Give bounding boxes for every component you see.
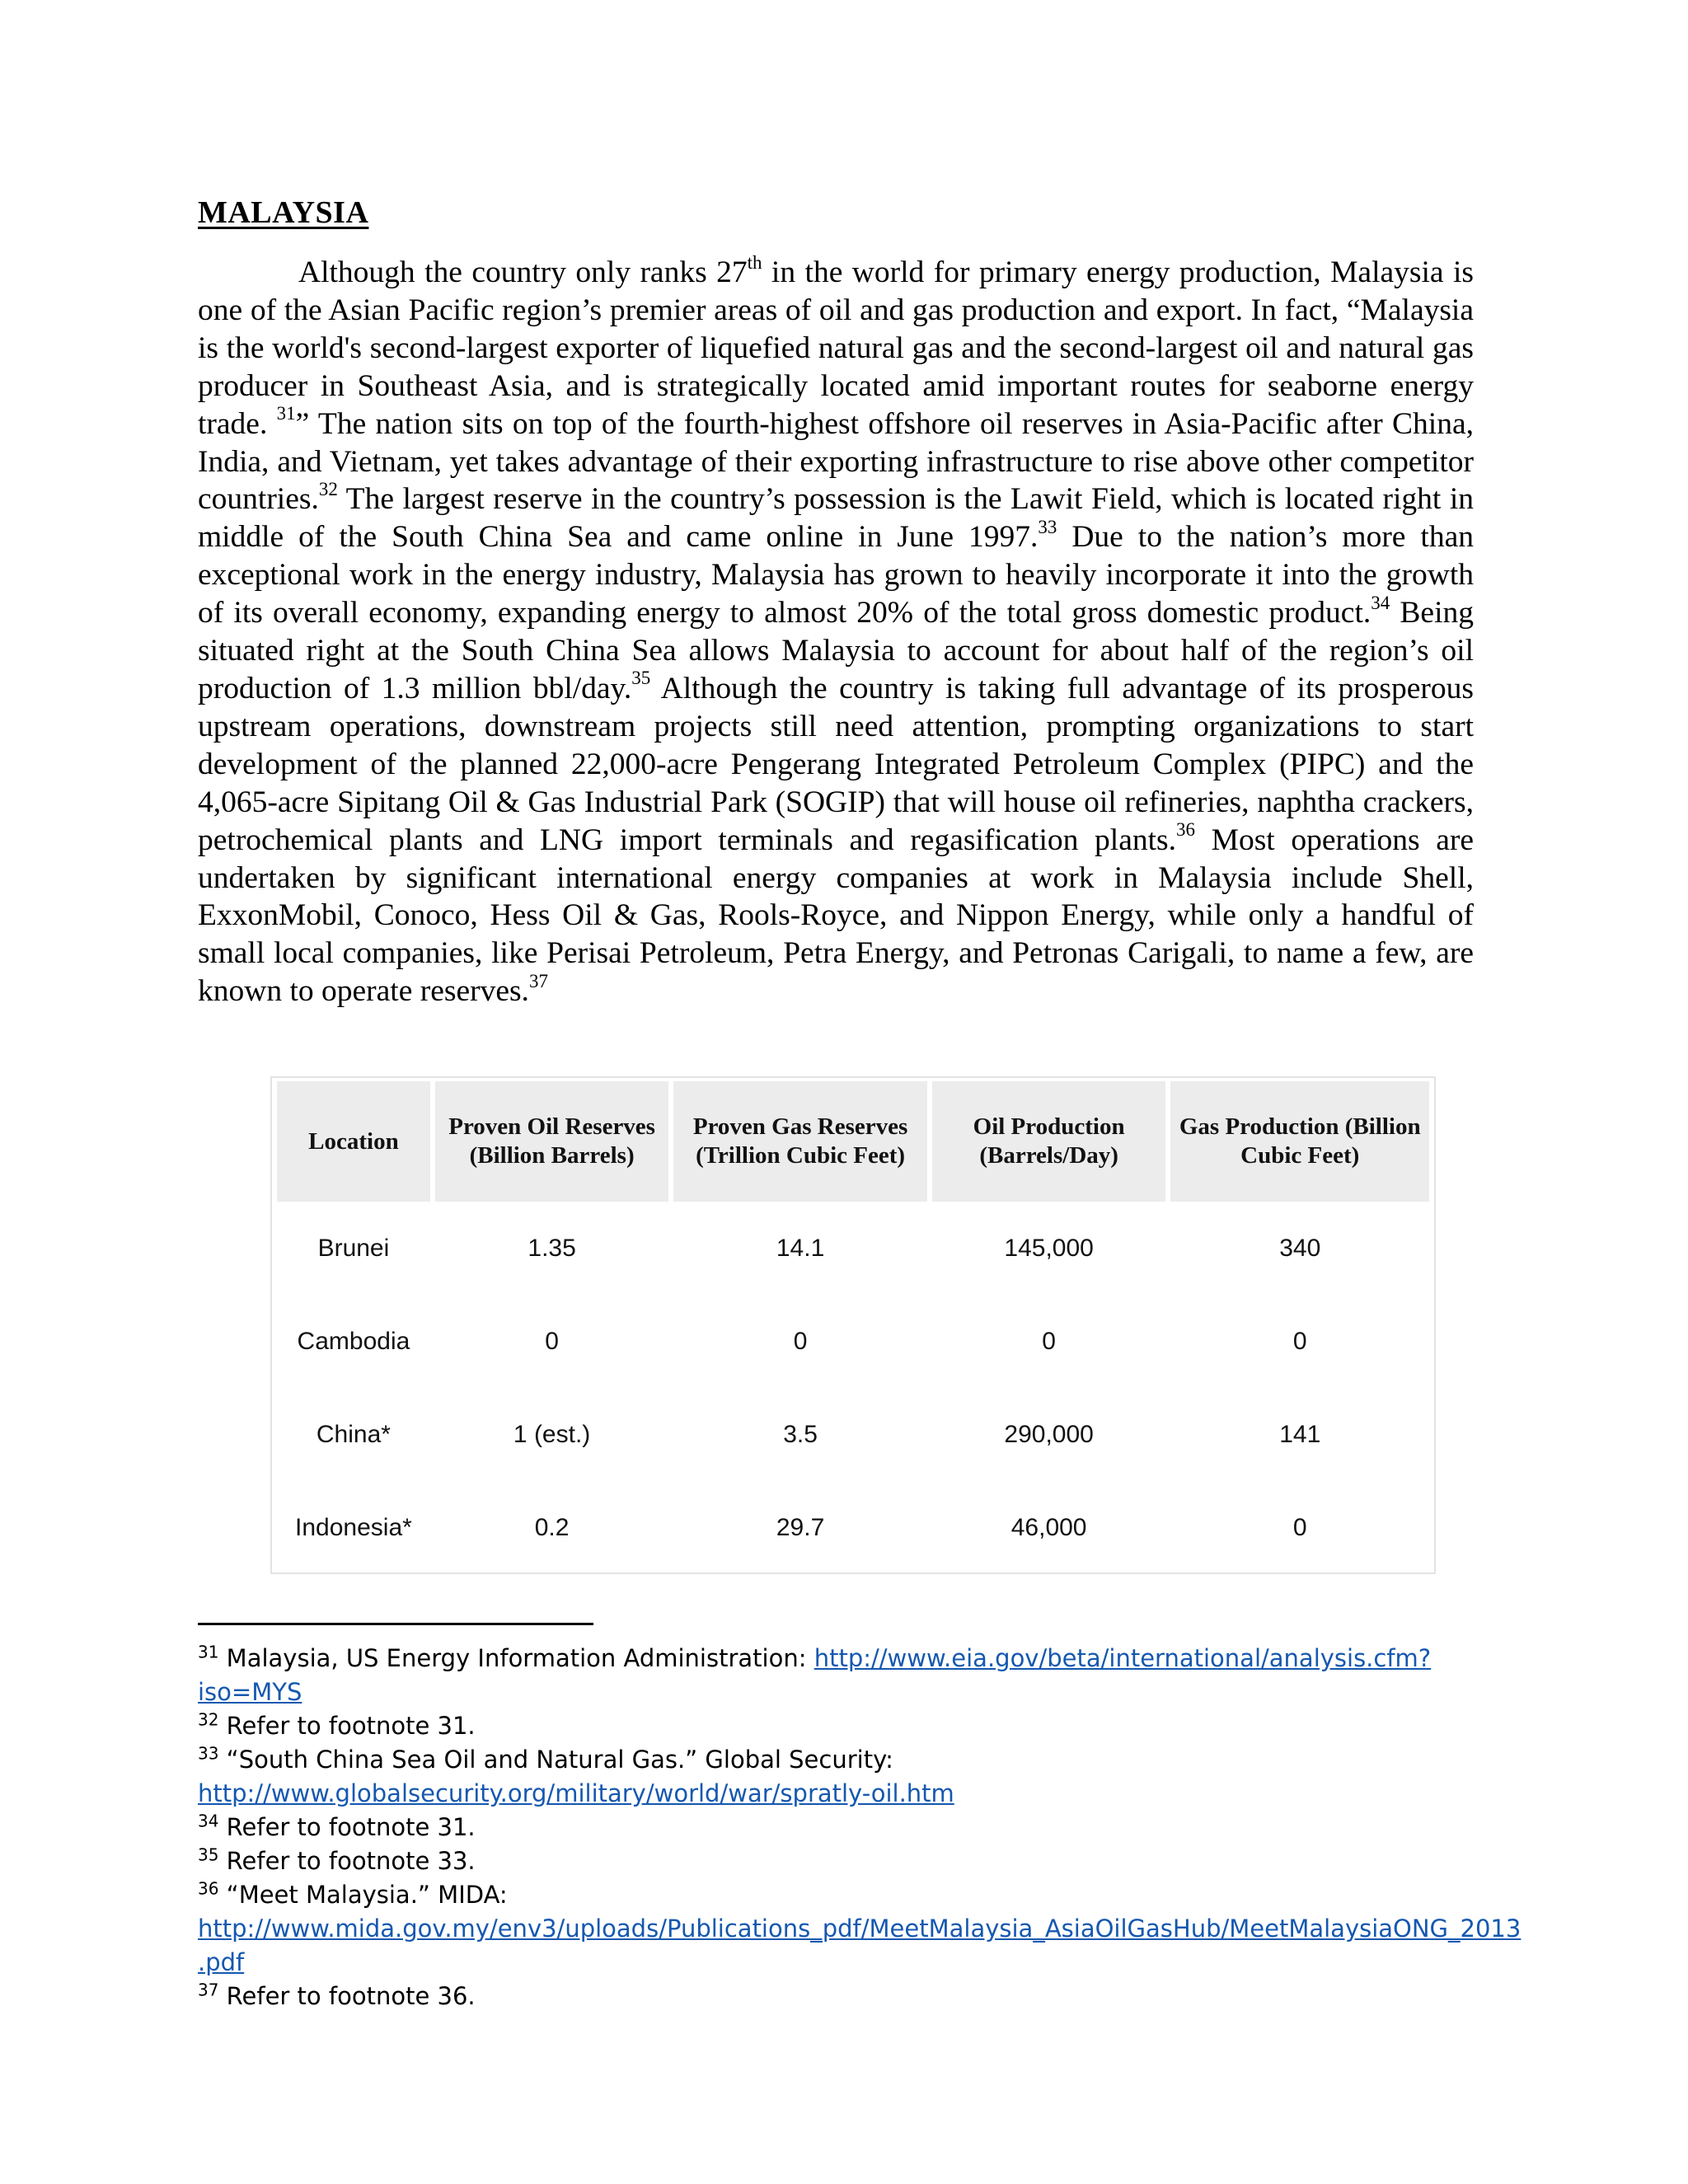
text-run: The largest reserve in the country’s possession is the Lawit Field, which is located right in middle of the South China Sea and came online in June 1997. xyxy=(198,482,1474,555)
footnote-number: 36 xyxy=(198,1878,219,1899)
footnote-number: 35 xyxy=(198,1844,219,1865)
cell-gas-production: 0 xyxy=(1292,1513,1307,1541)
cell-oil-production: 145,000 xyxy=(1004,1234,1094,1262)
text-run: Most operations are undertaken by significant international energy companies at work in Malaysia include Shell, ExxonMobil, Conoco, Hess Oil & Gas, Rools-Royce, and Nippon Energy, while only a handful of small local companies, like Perisai Petroleum, Petra Energy, and Petronas Carigali, to name a few, are known to operate reserves. xyxy=(198,823,1474,1009)
footnote-32 xyxy=(198,1709,1533,1743)
cell-location: Indonesia* xyxy=(295,1513,412,1541)
footnote-number: 34 xyxy=(198,1811,219,1831)
footnote-ref-36[interactable]: 36 xyxy=(1175,819,1195,841)
footnote-ref-33[interactable]: 33 xyxy=(1038,516,1057,537)
footnote-link[interactable]: http://www.globalsecurity.org/military/world/war/spratly-oil.htm xyxy=(198,1779,954,1807)
text-run: Although the country only ranks 27 xyxy=(298,255,748,289)
cell-oil-reserves: 0 xyxy=(545,1327,559,1355)
footnote-separator xyxy=(198,1623,593,1625)
cell-location: China* xyxy=(316,1420,391,1448)
footnote-34 xyxy=(198,1811,1533,1844)
footnote-33 xyxy=(198,1743,1533,1811)
footnote-number: 37 xyxy=(198,1980,219,2000)
section-heading: MALAYSIA xyxy=(198,195,369,230)
footnote-ref-37[interactable]: 37 xyxy=(528,970,548,991)
cell-gas-production: 0 xyxy=(1292,1327,1307,1355)
header-oil-production: Oil Production (Barrels/Day) xyxy=(932,1081,1166,1202)
table-header-row xyxy=(277,1081,1429,1202)
footnote-link[interactable]: http://www.mida.gov.my/env3/uploads/Publications_pdf/MeetMalaysia_AsiaOilGasHub/MeetMalaysiaONG_2013 xyxy=(198,1915,1522,1943)
table-row xyxy=(277,1202,1429,1295)
energy-table xyxy=(270,1076,1436,1574)
cell-oil-reserves: 0.2 xyxy=(534,1513,570,1541)
cell-oil-reserves: 1.35 xyxy=(528,1234,576,1262)
footnote-text: “Meet Malaysia.” MIDA: xyxy=(218,1881,508,1909)
energy-data-table xyxy=(272,1081,1434,1574)
header-oil-reserves: Proven Oil Reserves (Billion Barrels) xyxy=(435,1081,669,1202)
footnote-number: 31 xyxy=(198,1642,219,1662)
cell-gas-reserves: 0 xyxy=(793,1327,808,1355)
header-location: Location xyxy=(277,1081,430,1202)
text-run: in the world for primary energy production, Malaysia is one of the Asian Pacific region’s premier areas of oil and gas production and export. In fact, “Malaysia is the world's second-largest exporter of liquefied natural gas and the second-largest oil and natural gas producer in Southeast Asia, and is strategically located amid important routes for seaborne energy trade. xyxy=(198,255,1474,441)
table-row xyxy=(277,1295,1429,1388)
cell-location: Cambodia xyxy=(297,1327,410,1355)
footnotes xyxy=(198,1642,1533,2013)
footnote-36 xyxy=(198,1878,1533,1980)
cell-oil-production: 290,000 xyxy=(1004,1420,1094,1448)
body-paragraph xyxy=(198,251,1474,1010)
cell-oil-production: 46,000 xyxy=(1010,1513,1087,1541)
cell-gas-reserves: 14.1 xyxy=(776,1234,825,1262)
footnote-text: Refer to footnote 36. xyxy=(218,1982,476,2010)
footnote-text: Refer to footnote 33. xyxy=(218,1847,476,1875)
cell-gas-reserves: 3.5 xyxy=(783,1420,818,1448)
table-row xyxy=(277,1481,1429,1574)
footnote-37 xyxy=(198,1980,1533,2013)
text-run: ” The nation sits on top of the fourth-highest offshore oil reserves in Asia-Pacific after China, India, and Vietnam, yet takes advantage of their exporting infrastructure to rise above other competitor countries. xyxy=(198,406,1474,517)
table-row xyxy=(277,1388,1429,1481)
footnote-text: “South China Sea Oil and Natural Gas.” Global Security: xyxy=(218,1746,893,1774)
ordinal-suffix: th xyxy=(747,251,762,273)
cell-oil-production: 0 xyxy=(1042,1327,1056,1355)
footnote-text: Refer to footnote 31. xyxy=(218,1712,476,1740)
header-gas-production: Gas Production (Billion Cubic Feet) xyxy=(1170,1081,1429,1202)
footnote-link[interactable]: http://www.eia.gov/beta/international/analysis.cfm?iso=MYS xyxy=(198,1644,1432,1706)
cell-gas-production: 141 xyxy=(1279,1420,1321,1448)
footnote-link-continued[interactable]: .pdf xyxy=(198,1948,245,1976)
footnote-ref-35[interactable]: 35 xyxy=(631,668,651,689)
cell-oil-reserves: 1 (est.) xyxy=(513,1420,591,1448)
footnote-35 xyxy=(198,1844,1533,1878)
cell-gas-reserves: 29.7 xyxy=(776,1513,825,1541)
footnote-number: 32 xyxy=(198,1709,219,1730)
footnote-text: Refer to footnote 31. xyxy=(218,1813,476,1841)
footnote-31 xyxy=(198,1642,1533,1709)
text-run: Being situated right at the South China Sea allows Malaysia to account for about half of the region’s oil production of 1.3 million bbl/day. xyxy=(198,596,1474,705)
text-run: Due to the nation’s more than exceptional work in the energy industry, Malaysia has grown to heavily incorporate it into the growth of its overall economy, expanding energy to almost 20% of the total gross domestic product. xyxy=(198,520,1474,630)
text-run: Although the country is taking full advantage of its prosperous upstream operations, downstream projects still need attention, prompting organizations to start development of the planned 22,000-acre Pengerang Integrated Petroleum Complex (PIPC) and the 4,065-acre Sipitang Oil & Gas Industrial Park (SOGIP) that will house oil refineries, naphtha crackers, petrochemical plants and LNG import terminals and regasification plants. xyxy=(198,671,1474,857)
footnote-text: Malaysia, US Energy Information Administration: xyxy=(218,1644,814,1672)
cell-gas-production: 340 xyxy=(1279,1234,1321,1262)
header-gas-reserves: Proven Gas Reserves (Trillion Cubic Feet) xyxy=(673,1081,926,1202)
footnote-ref-34[interactable]: 34 xyxy=(1371,592,1390,613)
footnote-number: 33 xyxy=(198,1743,219,1764)
cell-location: Brunei xyxy=(317,1234,390,1262)
footnote-ref-31[interactable]: 31 xyxy=(276,403,296,424)
footnote-ref-32[interactable]: 32 xyxy=(318,478,338,499)
